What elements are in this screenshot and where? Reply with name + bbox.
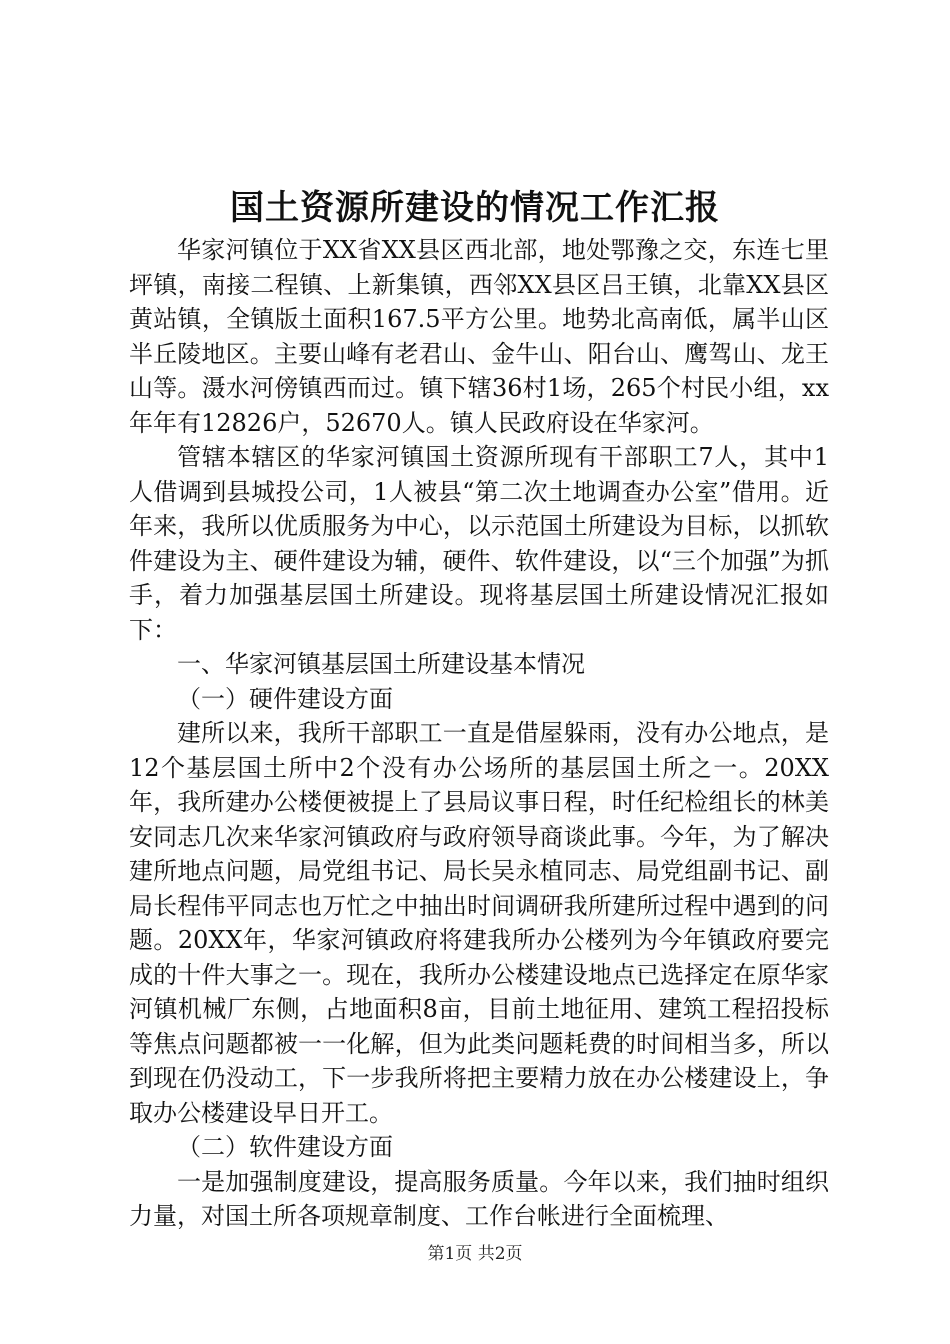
subsection-heading-software: （二）软件建设方面: [177, 1133, 393, 1161]
document-body: [129, 233, 829, 1234]
paragraph-software: 一是加强制度建设，提高服务质量。今年以来，我们抽时组织力量，对国土所各项规章制度、工作台帐进行全面梳理、: [129, 1167, 829, 1230]
paragraph-staff-overview: 管辖本辖区的华家河镇国土资源所现有干部职工7人，其中1人借调到县城投公司，1人被县“第二次土地调查办公室”借用。近年来，我所以优质服务为中心，以示范国土所建设为目标，以抓软件建设为主、硬件建设为辅，硬件、软件建设，以“三个加强”为抓手，着力加强基层国土所建设。现将基层国土所建设情况汇报如下：: [129, 443, 829, 644]
paragraph-hardware: 建所以来，我所干部职工一直是借屋躲雨，没有办公地点，是12个基层国土所中2个没有办公场所的基层国土所之一。20XX年，我所建办公楼便被提上了县局议事日程，时任纪检组长的林美安同志几次来华家河镇政府与政府领导商谈此事。今年，为了解决建所地点问题，局党组书记、局长吴永植同志、局党组副书记、副局长程伟平同志也万忙之中抽出时间调研我所建所过程中遇到的问题。20XX年，华家河镇政府将建我所办公楼列为今年镇政府要完成的十件大事之一。现在，我所办公楼建设地点已选择定在原华家河镇机械厂东侧，占地面积8亩，目前土地征用、建筑工程招投标等焦点问题都被一一化解，但为此类问题耗费的时间相当多，所以到现在仍没动工，下一步我所将把主要精力放在办公楼建设上，争取办公楼建设早日开工。: [129, 719, 829, 1127]
page-number-footer: 第1页 共2页: [427, 1244, 523, 1264]
section-heading-basic-situation: 一、华家河镇基层国土所建设基本情况: [177, 650, 585, 678]
document-title: 国土资源所建设的情况工作汇报: [230, 188, 720, 228]
subsection-heading-hardware: （一）硬件建设方面: [177, 684, 393, 713]
paragraph-location: 华家河镇位于XX省XX县区西北部，地处鄂豫之交，东连七里坪镇，南接二程镇、上新集镇，西邻XX县区吕王镇，北靠XX县区黄站镇，全镇版土面积167.5平方公里。地势北高南低，属半山区半丘陵地区。主要山峰有老君山、金牛山、阳台山、鹰驾山、龙王山等。滠水河傍镇西而过。镇下辖36村1场，265个村民小组，xx年年有12826户，52670人。镇人民政府设在华家河。: [129, 236, 829, 437]
